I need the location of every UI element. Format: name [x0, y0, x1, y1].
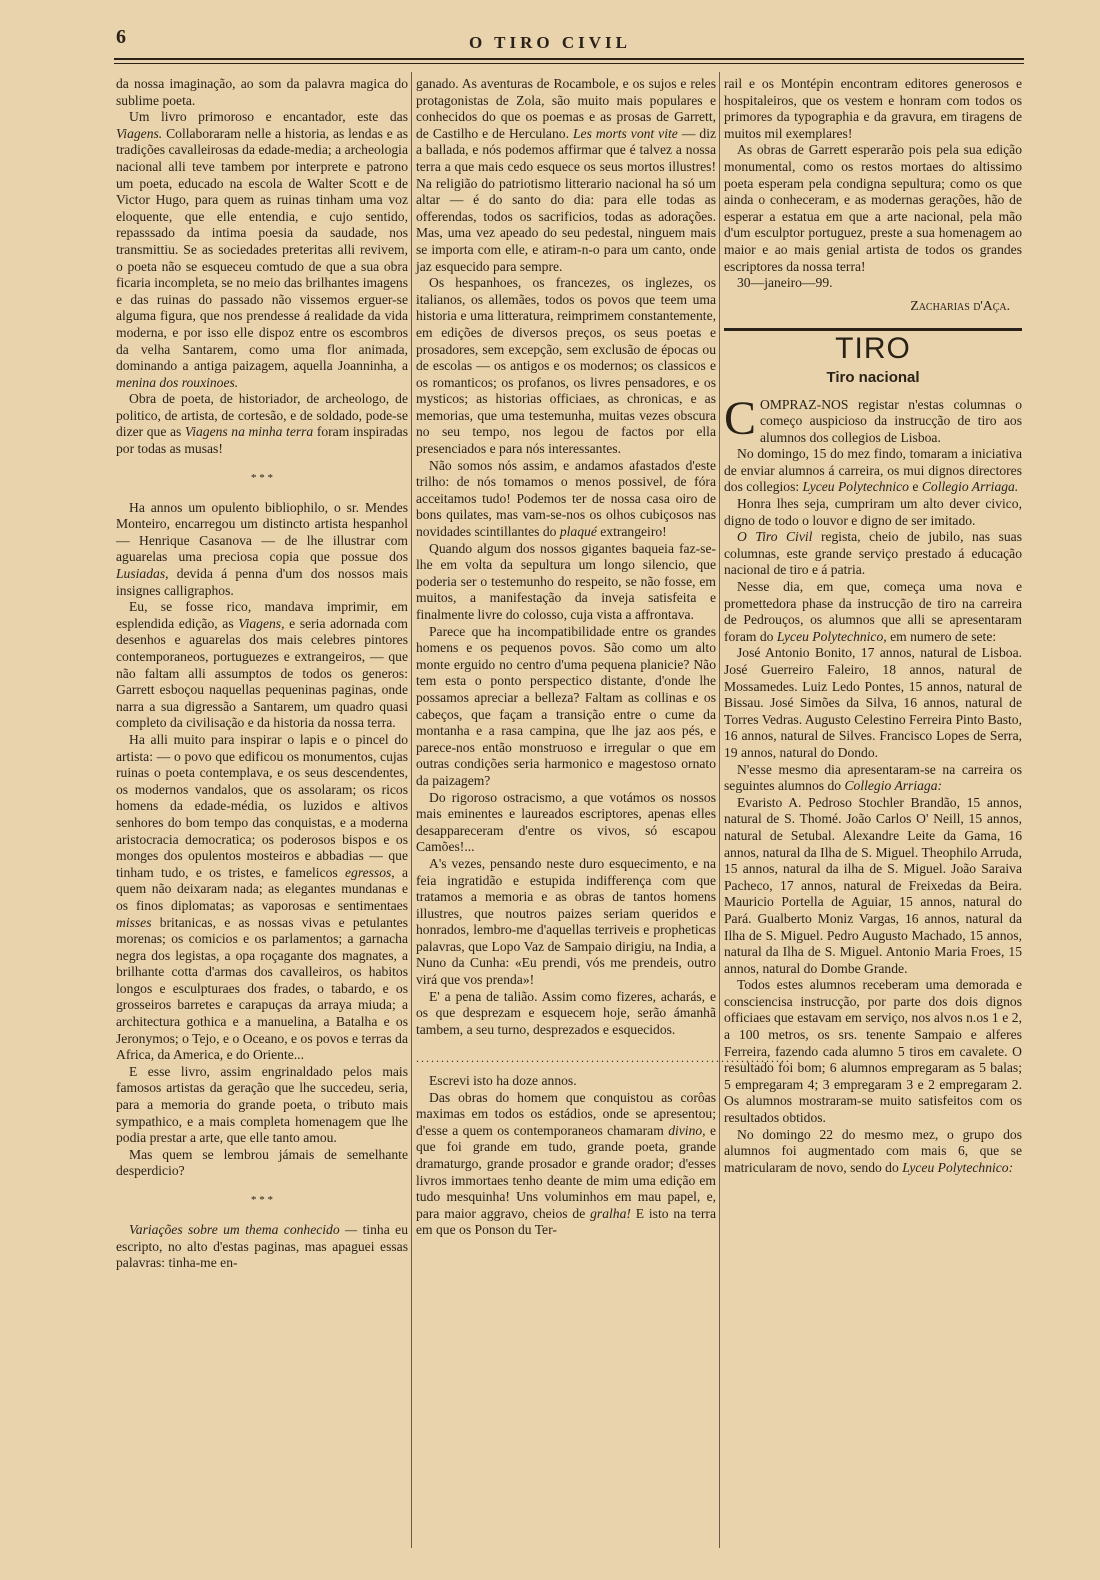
column-divider — [719, 72, 720, 1548]
paragraph: Do rigoroso ostracismo, a que votámos os nossos mais eminentes e laureados escriptores, apenas elles desappareceram d'entre os vivos, só escapou Camões!... — [416, 789, 716, 855]
paragraph: José Antonio Bonito, 17 annos, natural de Lisboa. José Guerreiro Faleiro, 18 annos, natural de Mossamedes. Luiz Ledo Pontes, 15 annos, natural de Bissau. José Simões da Silva, 16 annos, natural de Torres Vedras. Augusto Celestino Ferreira Pinto Basto, 16 annos, natural de Silves. Francisco Lopes de Serra, 19 annos, natural do Dondo. — [724, 645, 1022, 760]
paragraph: Ha alli muito para inspirar o lapis e o pincel do artista: — o povo que edificou os monumentos, cujas ruinas o poeta contemplava, e os seus descendentes, os modernos vandalos, que os assolaram; os ricos homens da edade-média, os luzidos e altivos senhores do bom tempo das conquistas, e a moderna aristocracia democratica; os poderosos bispos e os monges dos opulentos mosteiros e abbadias — que tinham tudo, e os tristes, e famelicos egressos, a quem não deixaram nada; as elegantes mundanas e os finos diplomatas; as vaporosas e sentimentaes misses britanicas, e as nossas vivas e petulantes morenas; os comicios e os parlamentos; a garnacha negra dos legistas, a opa roçagante dos magnates, a brilhante cotta d'armas dos cavalleiros, os habitos longos e esculpturaes dos frades, o tabardo, e os grosseiros barretes e carapuças da arraya miuda; a architectura gothica e a manuelina, a Batalha e os Jeronymos; o Tejo, e o Oceano, e os povos e terras da Africa, da America, e do Oriente... — [116, 731, 409, 1063]
paragraph: Escrevi isto ha doze annos. — [429, 1073, 577, 1089]
page-number: 6 — [116, 26, 126, 48]
paragraph: Das obras do homem que conquistou as corôas maximas em todos os estádios, onde se apresentou; d'esse a quem os contemporaneos chamaram divino, e que foi grande em tudo, grande poeta, grande dramaturgo, grande prosador e grande orador; d'esses livros immortaes tenho deante de mim uma edição em tudo mesquinha! Uns voluminhos em mau papel, e, para maior aggravo, cheios de gralha! E isto na terra em que os Ponson du Ter- — [416, 1089, 717, 1238]
author-signature: Zacharias d'Aça. — [910, 297, 1010, 313]
column-divider — [411, 72, 412, 1548]
header-rule-thick — [114, 58, 1024, 60]
drop-cap: C — [724, 391, 757, 445]
paragraph: Honra lhes seja, cumpriram um alto dever civico, digno de todo o louvor e digno de ser imitado. — [724, 496, 1022, 528]
paragraph: E' a pena de talião. Assim como fizeres, acharás, e os que desprezam e esquecem hoje, serão ámanhã tambem, a seu turno, desprezados e esquecidos. — [416, 988, 716, 1037]
paragraph: Variações sobre um thema conhecido — tinha eu escripto, no alto d'estas paginas, mas apaguei essas palavras: tinha-me en- — [116, 1222, 408, 1271]
column-3 — [724, 76, 1022, 1176]
column-1 — [116, 76, 408, 1272]
paragraph: E esse livro, assim engrinaldado pelos mais famosos artistas da geração que lhe succedeu, seria, para a memoria do grande poeta, o tributo mais sympathico, e a mais completa homenagem que lhe podia prestar a arte, que elle tanto amou. — [116, 1063, 408, 1146]
paragraph: ganado. As aventuras de Rocambole, e os sujos e reles protagonistas de Zola, são muito mais populares e conhecidos do que os poemas e as prosas de Garrett, de Castilho e de Herculano. Les morts vont vite — diz a ballada, e nós podemos affirmar que é talvez a nossa terra a que mais cedo esquece os seus mortos illustres! Na religião do patriotismo litterario nacional ha só um altar — é do santo do dia: para elle todas as offerendas, todos os sacrificios, todas as adorações. Mas, uma vez apeado do seu pedestal, ninguem mais se importa com elle, e atiram-n-o para um canto, onde jaz esquecido para sempre. — [416, 76, 716, 274]
paragraph: Ha annos um opulento bibliophilo, o sr. Mendes Monteiro, encarregou um distincto artista hespanhol — Henrique Casanova — de lhe illustrar com aguarelas uma preciosa copia que possue dos Lusiadas, devida á penna d'um dos nossos mais insignes calligraphos. — [116, 499, 408, 598]
section-break-stars: * * * — [251, 1194, 273, 1206]
paragraph: No domingo, 15 do mez findo, tomaram a iniciativa de enviar alumnos á carreira, os mui dignos directores dos collegios: Lyceu Polytechnico e Collegio Arriaga. — [724, 446, 1022, 495]
section-title: TIRO — [835, 332, 911, 366]
paragraph: da nossa imaginação, ao som da palavra magica do sublime poeta. — [116, 76, 408, 108]
article-date: 30—janeiro—99. — [737, 275, 833, 291]
paragraph: Parece que ha incompatibilidade entre os grandes homens e os pequenos povos. São como um alto monte erguido no centro d'uma pequena planicie? Não tem esta o ponto perspectico distante, d'onde lhe possamos apreciar a belleza? Faltam as collinas e os cabeços, que façam a transição entre o cume da montanha e a rasa campina, que lhe jaz aos pés, e parece-nos então monstruoso e irregular o que em outras condições seria harmonico e magestoso ornato da paizagem? — [416, 623, 716, 788]
paragraph: Eu, se fosse rico, mandava imprimir, em esplendida edição, as Viagens, e seria adornada com desenhos e aguarelas dos mais celebres pintores contemporaneos, portuguezes e extrangeiros, — que não faltam alli assumptos de todos os generos: Garrett esboçou naquellas pequeninas paginas, onde narra a sua digressão a Santarem, um quadro quasi completo da civilisação e da historia da nossa terra. — [116, 599, 409, 731]
paragraph: Evaristo A. Pedroso Stochler Brandão, 15 annos, natural de S. Thomé. João Carlos O' Neill, 15 annos, natural de Setubal. Alexandre Leite da Gama, 16 annos, natural da Ilha de S. Miguel. Theophilo Arruda, 15 annos, natural da ilha de S. Miguel. João Saraiva Pacheco, 17 annos, natural de Freixedas da Beira. Mauricio Portella de Aguiar, 15 annos, natural do Pará. Gualberto Moniz Vargas, 16 annos, natural da Ilha de S. Miguel. Pedro Augusto Machado, 15 annos, natural da Ilha de S. Miguel. Antonio Maria Froes, 15 annos, natural do Dombe Grande. — [724, 794, 1022, 976]
paragraph: Quando algum dos nossos gigantes baqueia faz-se-lhe em volta da sepultura um longo silencio, que poderia ser o testemunho do respeito, se não fosse, em muitos, a manifestação da inveja satisfeita e finalmente livre do colosso, cuja vista a affrontava. — [416, 540, 716, 622]
paragraph: As obras de Garrett esperarão pois pela sua edição monumental, como os restos mortaes do altissimo poeta esperam pela condigna sepultura; como os que ainda o conheceram, e as modernas gerações, hão de esperar a estatua em que a arte nacional, pela mão d'um esculptor portuguez, preste a sua homenagem ao maior e ao mais genial artista de todos os grandes escriptores da nossa terra! — [724, 142, 1022, 274]
section-break-stars: * * * — [251, 471, 273, 484]
header-rule-thin — [114, 63, 1024, 64]
paragraph: No domingo 22 do mesmo mez, o grupo dos alumnos foi augmentado com mais 6, que se matricularam de novo, sendo do Lyceu Polytechnico: — [724, 1126, 1022, 1175]
paragraph: Um livro primoroso e encantador, este das Viagens. Collaboraram nelle a historia, as lendas e as tradições cavalleirosas da edade-media; a archeologia nacional alli teve tambem por interprete e patrono um poeta, educado na escola de Walter Scott e de Victor Hugo, para quem as ruinas tinham uma voz eloquente, que elle entendia, e cujo sentido, repasssado da intima poesia da saudade, nos transmittiu. Se as sociedades preteritas alli revivem, o poeta não se esqueceu comtudo de que a sua obra ficaria incompleta, se no meio das brilhantes imagens e das ruinas do passado não vissemos erguer-se alguma figura, que nos prendesse á realidade da vida moderna, e por isso elle dispoz entre os escombros da velha Santarem, como uma flor animada, dominando a antiga paizagem, aquella Joanninha, a menina dos rouxinoes. — [116, 109, 409, 390]
paragraph: A's vezes, pensando neste duro esquecimento, e na feia ingratidão e estupida indifferença com que tratamos a memoria e as obras de tantos homens illustres, que noutros paizes seriam queridos e honrados, lembro-me d'aquellas terriveis e propheticas palavras, que Lopo Vaz de Sampaio dirigiu, na India, a Nuno da Cunha: «Eu prendi, vós me prendeis, outro virá que vos prenda»! — [416, 855, 716, 988]
paragraph: Obra de poeta, de historiador, de archeologo, de politico, de artista, de cortesão, e de soldado, pode-se dizer que as Viagens na minha terra foram inspiradas por todas as musas! — [116, 391, 408, 457]
dotted-separator: ........................................................................... — [416, 1051, 791, 1066]
paragraph: O Tiro Civil regista, cheio de jubilo, nas suas columnas, este grande serviço prestado á educação nacional de tiro e á patria. — [724, 529, 1022, 578]
section-rule — [724, 328, 1022, 331]
subsection-title: Tiro nacional — [826, 368, 920, 386]
paragraph: rail e os Montépin encontram editores generosos e hospitaleiros, que os vestem e honram com todos os primores da typographia e da gravura, em tiragens de muitos mil exemplares! — [724, 76, 1022, 141]
running-title: O TIRO CIVIL — [469, 33, 631, 52]
paragraph: Mas quem se lembrou jámais de semelhante desperdicio? — [116, 1146, 408, 1179]
paragraph: N'esse mesmo dia apresentaram-se na carreira os seguintes alumnos do Collegio Arriaga: — [724, 761, 1022, 794]
paragraph: Nesse dia, em que, começa uma nova e promettedora phase da instrucção de tiro na carreira de Pedrouços, os alumnos que alli se apresentaram foram do Lyceu Polytechnico, em numero de sete: — [724, 579, 1022, 644]
paragraph: COMPRAZ-NOS registar n'estas columnas o começo auspicioso da instrucção de tiro aos alumnos dos collegios de Lisboa. — [724, 391, 1022, 445]
paragraph: Não somos nós assim, e andamos afastados d'este trilho: de nós tomamos o menos possivel, de fóra acceitamos tudo! Podemos ter de nossa casa oiro de bons quilates, mas vam-se-nos os olhos cubiçosos nas novidades scintillantes do plaqué extrangeiro! — [416, 457, 716, 540]
paragraph: Todos estes alumnos receberam uma demorada e consciencisa instrucção, por parte dos dois dignos officiaes que estavam em serviço, nos alvos n.os 1 e 2, a 100 metros, os srs. tenente Sampaio e alferes Ferreira, fazendo cada alumno 5 tiros em cavalete. O resultado foi bom; 6 alumnos empregaram as 5 balas; 5 empregaram 4; 3 empregaram 3 e 2 empregaram 2. Os alumnos mostraram-se muito satisfeitos com os resultados obtidos. — [724, 977, 1022, 1126]
paragraph: Os hespanhoes, os francezes, os inglezes, os italianos, os allemães, todos os povos que teem uma historia e uma litteratura, reimprimem constantemente, em edições de diversos preços, os seus poetas e prosadores, sem excepção, sem exclusão de épocas ou de escolas — os antigos e os modernos; os classicos e os romanticos; os profanos, os livres pensadores, e os mysticos; as historias officiaes, as chronicas, e as memorias, que uma testemunha, muitas vezes obscura no seu tempo, nos legou de factos por ella presenciados e para nós interessantes. — [416, 275, 716, 457]
